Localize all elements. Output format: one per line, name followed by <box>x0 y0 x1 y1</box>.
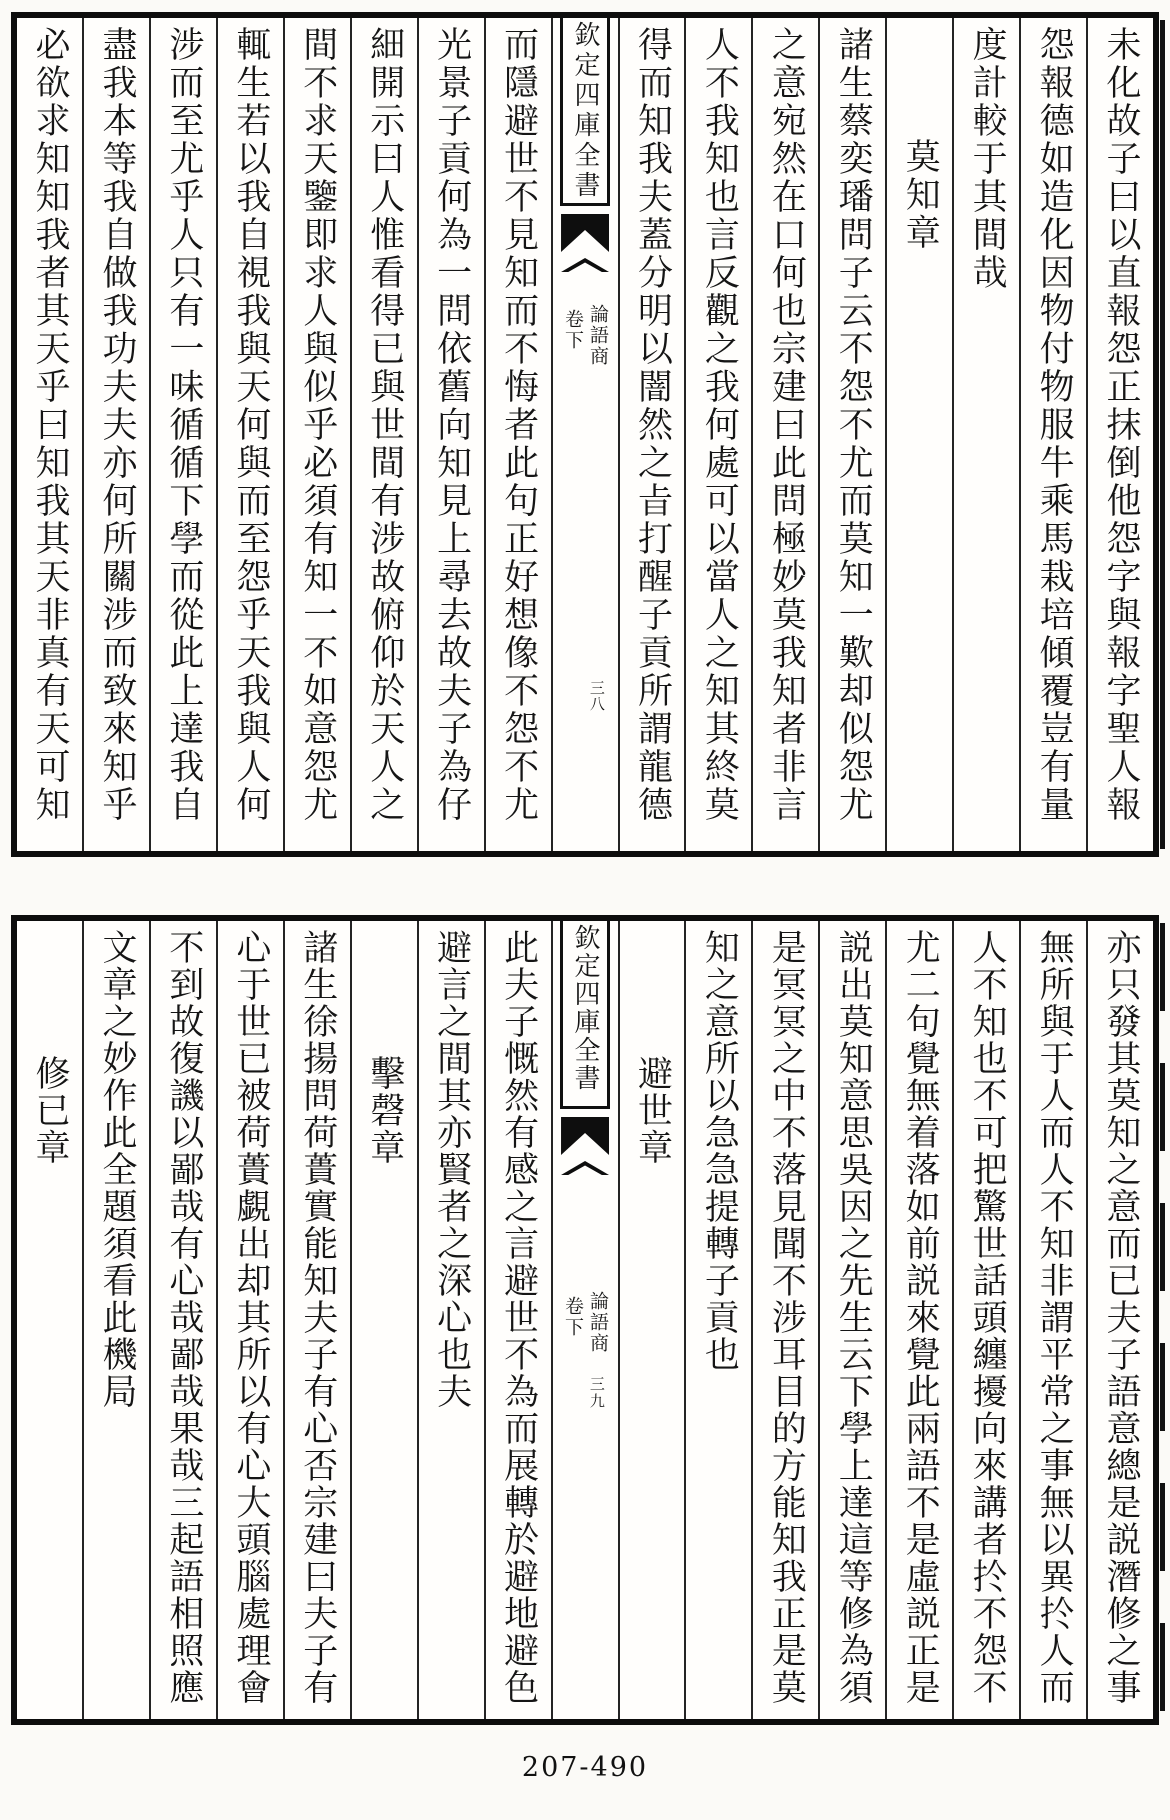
text-column <box>885 921 952 1719</box>
siku-title-box <box>560 921 610 1109</box>
top-columns <box>17 18 1153 851</box>
banxin-column <box>551 18 618 851</box>
text-column <box>216 921 283 1719</box>
text-column <box>82 18 149 851</box>
text-column <box>149 921 216 1719</box>
column-text: 諸生徐揚問荷蕢實能知夫子有心否宗建曰夫子有 <box>297 929 338 1706</box>
text-column <box>684 18 751 851</box>
chapter-heading-column <box>350 921 417 1719</box>
banxin-labels <box>562 304 610 367</box>
column-text: 光景子貢何為一問依舊向知見上尋去故夫子為仔 <box>431 26 472 824</box>
text-column <box>952 921 1019 1719</box>
column-text: 必欲求知知我者其天乎曰知我其天非真有天可知 <box>30 26 71 824</box>
column-text: 不到故復譏以鄙哉有心哉鄙哉果哉三起語相照應 <box>163 929 204 1706</box>
fishtail-mark <box>561 214 609 252</box>
banxin-column <box>551 921 618 1719</box>
column-text: 細開示曰人惟看得已與世間有涉故俯仰於天人之 <box>364 26 405 824</box>
chapter-heading-column <box>618 921 685 1719</box>
text-column <box>818 18 885 851</box>
text-column <box>216 18 283 851</box>
text-column <box>283 921 350 1719</box>
chapter-heading: 避世章 <box>632 1055 673 1166</box>
volume-label: 卷下 <box>562 1296 585 1338</box>
column-text: 輒生若以我自視我與天何與而至怨乎天我與人何 <box>230 26 271 824</box>
bottom-page-block <box>11 915 1159 1725</box>
book-title-label: 論語商 <box>587 304 610 367</box>
column-text: 心于世已被荷蕢覷出却其所以有心大頭腦處理會 <box>230 929 271 1706</box>
text-column <box>350 18 417 851</box>
column-text: 之意宛然在口何也宗建曰此問極妙莫我知者非言 <box>766 26 807 824</box>
text-column <box>484 921 551 1719</box>
text-column <box>149 18 216 851</box>
text-column <box>417 921 484 1719</box>
text-column <box>17 18 82 851</box>
fishtail-chevron <box>561 1161 609 1175</box>
book-title-label: 論語商 <box>587 1291 610 1354</box>
volume-label: 卷下 <box>562 309 585 351</box>
text-column <box>684 921 751 1719</box>
column-text: 得而知我夫蓋分明以闇然之㫖打醒子貢所謂龍德 <box>632 26 673 824</box>
column-text: 文章之妙作此全題須看此機局 <box>96 929 137 1410</box>
column-text: 是冥冥之中不落見聞不涉耳目的方能知我正是莫 <box>766 929 807 1706</box>
column-text: 未化故子曰以直報怨正抹倒他怨字與報字聖人報 <box>1101 26 1142 824</box>
text-column <box>618 18 685 851</box>
column-text: 説出莫知意思吳因之先生云下學上達這等修為須 <box>833 929 874 1706</box>
text-column <box>283 18 350 851</box>
text-column <box>952 18 1019 851</box>
text-column <box>417 18 484 851</box>
text-column <box>82 921 149 1719</box>
text-column <box>751 18 818 851</box>
column-text: 無所與于人而人不知非謂平常之事無以異扵人而 <box>1034 929 1075 1706</box>
fishtail-chevron <box>561 258 609 272</box>
folio-number: 207-490 <box>521 1752 649 1783</box>
chapter-heading: 修已章 <box>30 1055 71 1166</box>
column-text: 諸生蔡奕璠問子云不怨不尤而莫知一歎却似怨尤 <box>833 26 874 824</box>
column-text: 度計較于其間哉 <box>967 26 1008 292</box>
column-text: 人不知也不可把驚世話頭纏擾向來講者扵不怨不 <box>967 929 1008 1706</box>
fishtail-mark <box>561 1117 609 1155</box>
text-column <box>484 18 551 851</box>
top-page-block <box>11 12 1159 857</box>
bottom-columns <box>17 921 1153 1719</box>
banxin-labels <box>562 1291 610 1354</box>
leaf-number: 三八 <box>587 680 606 712</box>
column-text: 亦只發其莫知之意而已夫子語意總是説潛修之事 <box>1101 929 1142 1706</box>
leaf-number: 三九 <box>587 1376 606 1410</box>
text-column <box>1086 921 1153 1719</box>
siku-title: 欽定四庫全書 <box>570 924 601 1092</box>
text-column <box>818 921 885 1719</box>
text-column <box>1019 18 1086 851</box>
text-column <box>1086 18 1153 851</box>
text-column <box>1019 921 1086 1719</box>
column-text: 此夫子慨然有感之言避世不為而展轉於避地避色 <box>498 929 539 1706</box>
text-column <box>751 921 818 1719</box>
column-text: 盡我本等我自做我功夫夫亦何所關涉而致來知乎 <box>96 26 137 824</box>
chapter-heading-column <box>17 921 82 1719</box>
siku-title-box <box>560 18 610 206</box>
column-text: 怨報德如造化因物付物服牛乘馬栽培傾覆豈有量 <box>1034 26 1075 824</box>
column-text: 人不我知也言反觀之我何處可以當人之知其終莫 <box>699 26 740 824</box>
chapter-heading: 莫知章 <box>900 138 941 252</box>
column-text: 避言之間其亦賢者之深心也夫 <box>431 929 472 1410</box>
column-text: 知之意所以急急提轉子貢也 <box>699 929 740 1373</box>
column-text: 尤二句覺無着落如前説來覺此兩語不是虛説正是 <box>900 929 941 1706</box>
chapter-heading: 擊磬章 <box>364 1055 405 1166</box>
chapter-heading-column <box>885 18 952 851</box>
column-text: 間不求天鑒即求人與似乎必須有知一不如意怨尤 <box>297 26 338 824</box>
column-text: 而隱避世不見知而不悔者此句正好想像不怨不尤 <box>498 26 539 824</box>
column-text: 涉而至尤乎人只有一味循循下學而從此上達我自 <box>163 26 204 824</box>
siku-title: 欽定四庫全書 <box>570 21 601 201</box>
